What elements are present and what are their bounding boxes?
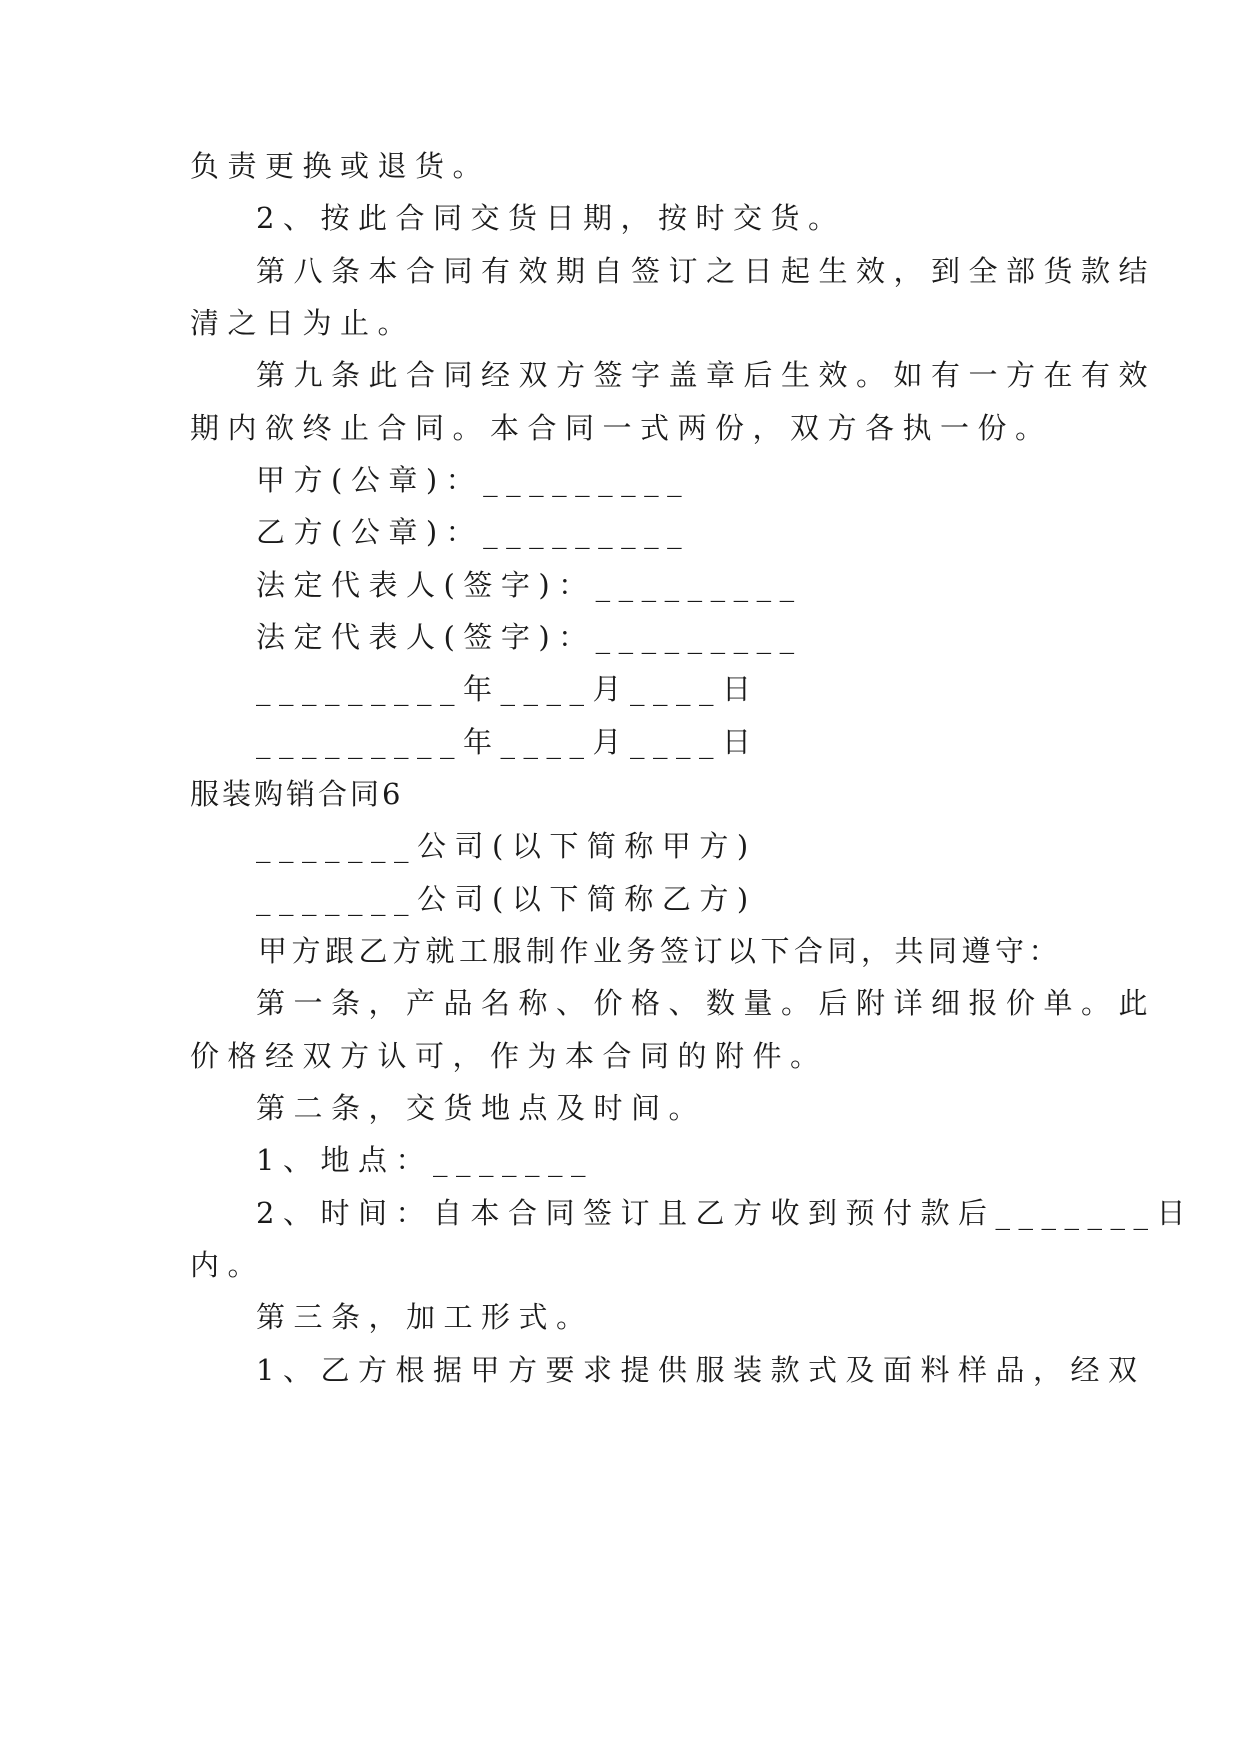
- text-line: 甲方跟乙方就工服制作业务签订以下合同，共同遵守：: [258, 934, 1063, 968]
- text-line: 内。: [190, 1248, 266, 1282]
- date-line: _________年____月____日: [256, 672, 760, 706]
- text-line: 第八条本合同有效期自签订之日起生效，到全部货款结: [256, 254, 1157, 288]
- section-heading: 服装购销合同6: [190, 777, 404, 811]
- signature-line-legal-rep: 法定代表人(签字)：_________: [256, 568, 803, 602]
- party-line: _______公司(以下简称甲方): [256, 829, 757, 863]
- text-line: 2、时间：自本合同签订且乙方收到预付款后_______日: [256, 1196, 1194, 1230]
- text-line: 2、按此合同交货日期，按时交货。: [256, 201, 846, 235]
- date-line: _________年____月____日: [256, 725, 760, 759]
- text-line: 1、乙方根据甲方要求提供服装款式及面料样品，经双: [256, 1353, 1146, 1387]
- text-line: 期内欲终止合同。本合同一式两份，双方各执一份。: [190, 411, 1053, 445]
- signature-line-legal-rep: 法定代表人(签字)：_________: [256, 620, 803, 654]
- text-line: 1、地点：_______: [256, 1143, 594, 1177]
- article-heading: 第二条，交货地点及时间。: [256, 1091, 707, 1125]
- party-line: _______公司(以下简称乙方): [256, 882, 757, 916]
- text-line: 负责更换或退货。: [190, 149, 491, 183]
- signature-line-party-a: 甲方(公章)：_________: [256, 463, 691, 497]
- signature-line-party-b: 乙方(公章)：_________: [256, 515, 691, 549]
- text-line: 清之日为止。: [190, 306, 416, 340]
- text-line: 价格经双方认可，作为本合同的附件。: [190, 1039, 828, 1073]
- text-line: 第九条此合同经双方签字盖章后生效。如有一方在有效: [256, 358, 1157, 392]
- text-line: 第一条，产品名称、价格、数量。后附详细报价单。此: [256, 986, 1157, 1020]
- article-heading: 第三条，加工形式。: [256, 1300, 594, 1334]
